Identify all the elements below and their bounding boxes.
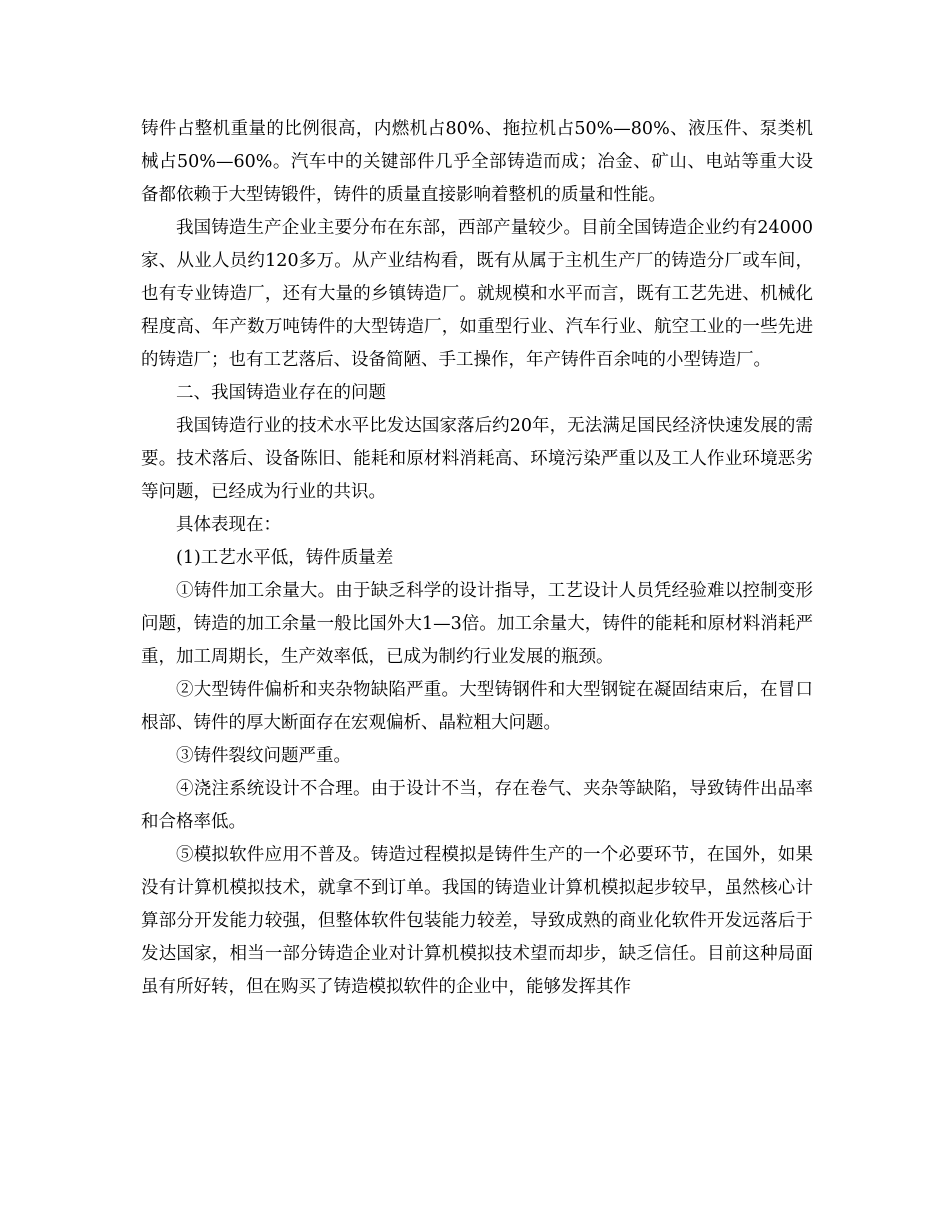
paragraph-3: 我国铸造行业的技术水平比发达国家落后约20年，无法满足国民经济快速发展的需要。技术落后、设备陈旧、能耗和原材料消耗高、环境污染严重以及工人作业环境恶劣等问题，已经成为行业的共识。	[141, 416, 813, 502]
list-item-1: ①铸件加工余量大。由于缺乏科学的设计指导，工艺设计人员凭经验难以控制变形问题，铸造的加工余量一般比国外大1—3倍。加工余量大，铸件的能耗和原材料消耗严重，加工周期长，生产效率低，已成为制约行业发展的瓶颈。	[141, 581, 813, 667]
document-page	[141, 113, 813, 1004]
list-item-4: ④浇注系统设计不合理。由于设计不当，存在卷气、夹杂等缺陷，导致铸件出品率和合格率低。	[141, 779, 813, 832]
paragraph-2: 我国铸造生产企业主要分布在东部，西部产量较少。目前全国铸造企业约有24000家、从业人员约120多万。从产业结构看，既有从属于主机生产厂的铸造分厂或车间，也有专业铸造厂，还有大量的乡镇铸造厂。就规模和水平而言，既有工艺先进、机械化程度高、年产数万吨铸件的大型铸造厂，如重型行业、汽车行业、航空工业的一些先进的铸造厂；也有工艺落后、设备简陋、手工操作，年产铸件百余吨的小型铸造厂。	[141, 218, 813, 370]
subsection-heading: (1)工艺水平低，铸件质量差	[176, 548, 394, 568]
list-item-2: ②大型铸件偏析和夹杂物缺陷严重。大型铸钢件和大型钢锭在凝固结束后，在冒口根部、铸件的厚大断面存在宏观偏析、晶粒粗大问题。	[141, 680, 813, 733]
section-heading: 二、我国铸造业存在的问题	[176, 383, 386, 403]
paragraph-1: 铸件占整机重量的比例很高，内燃机占80%、拖拉机占50%—80%、液压件、泵类机械占50%—60%。汽车中的关键部件几乎全部铸造而成；冶金、矿山、电站等重大设备都依赖于大型铸锻件，铸件的质量直接影响着整机的质量和性能。	[141, 119, 813, 205]
list-item-5: ⑤模拟软件应用不普及。铸造过程模拟是铸件生产的一个必要环节，在国外，如果没有计算机模拟技术，就拿不到订单。我国的铸造业计算机模拟起步较早，虽然核心计算部分开发能力较强，但整体软件包装能力较差，导致成熟的商业化软件开发远落后于发达国家，相当一部分铸造企业对计算机模拟技术望而却步，缺乏信任。目前这种局面虽有所好转，但在购买了铸造模拟软件的企业中，能够发挥其作	[141, 845, 813, 997]
list-item-3: ③铸件裂纹问题严重。	[176, 746, 351, 766]
paragraph-4: 具体表现在：	[176, 515, 281, 535]
